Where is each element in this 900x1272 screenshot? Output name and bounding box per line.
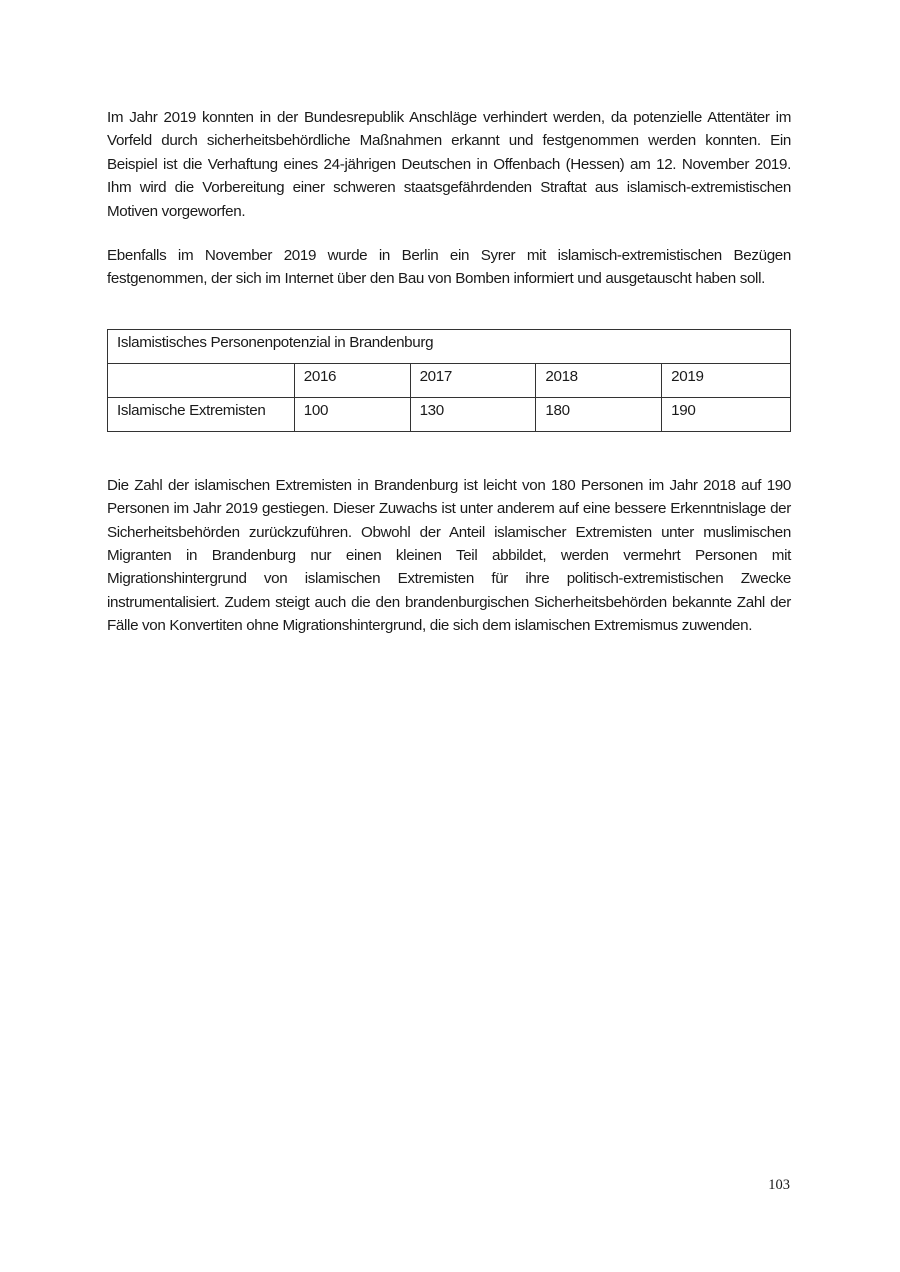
paragraph-berlin-arrest: Ebenfalls im November 2019 wurde in Berlin ein Syrer mit islamisch-extremistischen Bezügen festgenommen, der sich im Internet über den Bau von Bomben informiert und ausgetauscht haben soll.: [107, 247, 791, 288]
table-caption: Islamistisches Personenpotenzial in Brandenburg: [108, 329, 791, 363]
table-header-cell: 2019: [662, 363, 791, 397]
table-header-row: [108, 363, 791, 397]
table-row: [108, 397, 791, 431]
table-cell: 130: [410, 397, 536, 431]
page-number: 103: [768, 1177, 790, 1193]
paragraph-extremist-count: Die Zahl der islamischen Extremisten in Brandenburg ist leicht von 180 Personen im Jahr 2018 auf 190 Personen im Jahr 2019 gestiegen. Dieser Zuwachs ist unter anderem auf eine bessere Erkenntnislage der Sicherheitsbehörden zurückzuführen. Obwohl der Anteil islamischer Extremisten unter muslimischen Migranten in Brandenburg nur einen kleinen Teil abbildet, werden vermehrt Personen mit Migrationshintergrund von islamischen Extremisten für ihre politisch-extremistischen Zwecke instrumentalisiert. Zudem steigt auch die den brandenburgischen Sicherheitsbehörden bekannte Zahl der Fälle von Konvertiten ohne Migrationshintergrund, die sich dem islamischen Extremismus zuwenden.: [107, 476, 791, 635]
table-cell: 100: [294, 397, 410, 431]
table-header-cell: 2016: [294, 363, 410, 397]
table-cell: 180: [536, 397, 662, 431]
document-body: [107, 106, 791, 638]
paragraph-attacks-prevented: Im Jahr 2019 konnten in der Bundesrepublik Anschläge verhindert werden, da potenzielle Attentäter im Vorfeld durch sicherheitsbehördliche Maßnahmen erkannt und festgenommen werden konnten. Ein Beispiel ist die Verhaftung eines 24-jährigen Deutschen in Offenbach (Hessen) am 12. November 2019. Ihm wird die Vorbereitung einer schweren staatsgefährdenden Straftat aus islamisch-extremistischen Motiven vorgeworfen.: [107, 109, 791, 220]
table-header-cell: 2017: [410, 363, 536, 397]
personenpotenzial-table: [107, 329, 791, 432]
table-row-label: Islamische Extremisten: [108, 397, 295, 431]
table-caption-row: [108, 329, 791, 363]
table-header-cell: [108, 363, 295, 397]
table-header-cell: 2018: [536, 363, 662, 397]
table-cell: 190: [662, 397, 791, 431]
